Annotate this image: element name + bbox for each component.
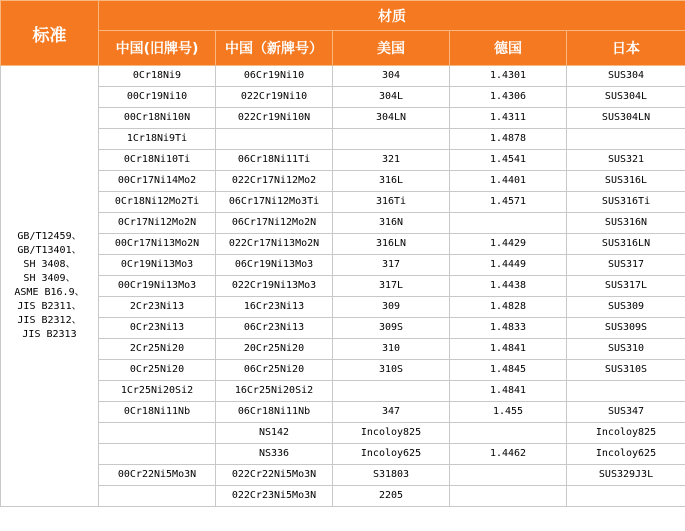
cell-china-old: 2Cr25Ni20 (99, 339, 216, 360)
cell-china-new: 06Cr19Ni13Mo3 (216, 255, 333, 276)
cell-usa: 321 (333, 150, 450, 171)
cell-china-old: 0Cr17Ni12Mo2N (99, 213, 216, 234)
cell-usa: 309S (333, 318, 450, 339)
table-row (1, 276, 685, 297)
cell-germany: 1.4462 (450, 444, 567, 465)
cell-japan: SUS310 (567, 339, 685, 360)
table-row (1, 339, 685, 360)
table-row (1, 486, 685, 507)
cell-japan: SUS347 (567, 402, 685, 423)
cell-germany: 1.4438 (450, 276, 567, 297)
column-header-usa: 美国 (333, 31, 450, 66)
cell-china-old: 00Cr22Ni5Mo3N (99, 465, 216, 486)
cell-usa: 304 (333, 66, 450, 87)
cell-germany: 1.4878 (450, 129, 567, 150)
cell-germany: 1.4833 (450, 318, 567, 339)
cell-usa: 317 (333, 255, 450, 276)
cell-germany: 1.4841 (450, 381, 567, 402)
cell-usa: 309 (333, 297, 450, 318)
cell-japan: SUS317 (567, 255, 685, 276)
cell-china-new: 022Cr23Ni5Mo3N (216, 486, 333, 507)
column-header-china-new: 中国（新牌号） (216, 31, 333, 66)
cell-china-old: 00Cr18Ni10N (99, 108, 216, 129)
table-row (1, 171, 685, 192)
cell-germany: 1.4571 (450, 192, 567, 213)
cell-germany (450, 486, 567, 507)
cell-china-new: 16Cr25Ni20Si2 (216, 381, 333, 402)
table-body (1, 66, 685, 507)
cell-germany (450, 465, 567, 486)
cell-china-old: 0Cr18Ni10Ti (99, 150, 216, 171)
standard-header: 标准 (1, 1, 99, 66)
table-row (1, 192, 685, 213)
cell-japan: Incoloy625 (567, 444, 685, 465)
cell-china-new: NS336 (216, 444, 333, 465)
cell-china-old (99, 486, 216, 507)
table-row (1, 297, 685, 318)
cell-japan: SUS304L (567, 87, 685, 108)
cell-usa: 316N (333, 213, 450, 234)
cell-japan: SUS304 (567, 66, 685, 87)
cell-germany: 1.4449 (450, 255, 567, 276)
table-row (1, 150, 685, 171)
table-row (1, 402, 685, 423)
cell-china-old: 1Cr18Ni9Ti (99, 129, 216, 150)
cell-japan: SUS316LN (567, 234, 685, 255)
cell-usa: 347 (333, 402, 450, 423)
table-row (1, 108, 685, 129)
cell-china-new (216, 129, 333, 150)
header-row-columns (1, 31, 685, 66)
cell-china-old: 00Cr17Ni13Mo2N (99, 234, 216, 255)
cell-japan: SUS309 (567, 297, 685, 318)
cell-china-old (99, 423, 216, 444)
cell-usa: 2205 (333, 486, 450, 507)
cell-usa: 316L (333, 171, 450, 192)
cell-china-new: 06Cr18Ni11Ti (216, 150, 333, 171)
cell-china-old: 0Cr18Ni9 (99, 66, 216, 87)
cell-china-new: 022Cr19Ni10N (216, 108, 333, 129)
cell-china-new: 022Cr19Ni13Mo3 (216, 276, 333, 297)
cell-china-old (99, 444, 216, 465)
cell-japan (567, 381, 685, 402)
cell-japan: SUS329J3L (567, 465, 685, 486)
cell-usa: Incoloy625 (333, 444, 450, 465)
column-header-japan: 日本 (567, 31, 685, 66)
cell-germany: 1.4828 (450, 297, 567, 318)
table-row (1, 465, 685, 486)
cell-usa: 304L (333, 87, 450, 108)
table-row (1, 381, 685, 402)
cell-china-new: 022Cr19Ni10 (216, 87, 333, 108)
cell-china-new: 022Cr17Ni12Mo2 (216, 171, 333, 192)
cell-germany (450, 423, 567, 444)
cell-japan (567, 129, 685, 150)
cell-china-old: 0Cr23Ni13 (99, 318, 216, 339)
material-header: 材质 (99, 1, 685, 31)
cell-china-old: 0Cr18Ni12Mo2Ti (99, 192, 216, 213)
cell-usa: 316LN (333, 234, 450, 255)
cell-china-old: 0Cr18Ni11Nb (99, 402, 216, 423)
cell-china-old: 00Cr17Ni14Mo2 (99, 171, 216, 192)
table-row (1, 66, 685, 87)
cell-japan: SUS316L (567, 171, 685, 192)
cell-china-new: 022Cr22Ni5Mo3N (216, 465, 333, 486)
table-row (1, 213, 685, 234)
cell-germany: 1.4306 (450, 87, 567, 108)
cell-china-new: NS142 (216, 423, 333, 444)
table-row (1, 255, 685, 276)
cell-usa: Incoloy825 (333, 423, 450, 444)
header-row-top (1, 1, 685, 31)
cell-usa: 304LN (333, 108, 450, 129)
cell-germany: 1.4845 (450, 360, 567, 381)
standard-list-cell: GB/T12459、 GB/T13401、 SH 3408、 SH 3409、 ASME B16.9、 JIS B2311、 JIS B2312、 JIS B2313 (1, 66, 99, 507)
cell-japan: SUS321 (567, 150, 685, 171)
cell-china-old: 0Cr19Ni13Mo3 (99, 255, 216, 276)
cell-china-old: 2Cr23Ni13 (99, 297, 216, 318)
cell-japan (567, 486, 685, 507)
cell-china-new: 06Cr18Ni11Nb (216, 402, 333, 423)
table-row (1, 234, 685, 255)
cell-china-old: 00Cr19Ni10 (99, 87, 216, 108)
cell-china-new: 06Cr17Ni12Mo3Ti (216, 192, 333, 213)
cell-japan: SUS316N (567, 213, 685, 234)
cell-usa (333, 381, 450, 402)
cell-usa: 317L (333, 276, 450, 297)
cell-china-new: 022Cr17Ni13Mo2N (216, 234, 333, 255)
table-row (1, 129, 685, 150)
cell-germany: 1.4541 (450, 150, 567, 171)
cell-germany: 1.455 (450, 402, 567, 423)
cell-germany: 1.4301 (450, 66, 567, 87)
table-row (1, 423, 685, 444)
cell-china-new: 06Cr19Ni10 (216, 66, 333, 87)
cell-usa (333, 129, 450, 150)
table-row (1, 444, 685, 465)
column-header-china-old: 中国(旧牌号) (99, 31, 216, 66)
column-header-germany: 德国 (450, 31, 567, 66)
cell-china-new: 20Cr25Ni20 (216, 339, 333, 360)
table-row (1, 87, 685, 108)
table-row (1, 360, 685, 381)
cell-germany (450, 213, 567, 234)
cell-japan: SUS304LN (567, 108, 685, 129)
cell-china-new: 06Cr23Ni13 (216, 318, 333, 339)
cell-japan: Incoloy825 (567, 423, 685, 444)
cell-usa: S31803 (333, 465, 450, 486)
cell-germany: 1.4841 (450, 339, 567, 360)
table-row (1, 318, 685, 339)
cell-germany: 1.4311 (450, 108, 567, 129)
cell-usa: 310 (333, 339, 450, 360)
cell-china-old: 0Cr25Ni20 (99, 360, 216, 381)
cell-china-new: 06Cr25Ni20 (216, 360, 333, 381)
cell-germany: 1.4401 (450, 171, 567, 192)
cell-china-new: 16Cr23Ni13 (216, 297, 333, 318)
cell-usa: 310S (333, 360, 450, 381)
cell-china-new: 06Cr17Ni12Mo2N (216, 213, 333, 234)
cell-china-old: 00Cr19Ni13Mo3 (99, 276, 216, 297)
cell-japan: SUS309S (567, 318, 685, 339)
cell-japan: SUS317L (567, 276, 685, 297)
cell-japan: SUS316Ti (567, 192, 685, 213)
cell-germany: 1.4429 (450, 234, 567, 255)
cell-china-old: 1Cr25Ni20Si2 (99, 381, 216, 402)
cell-japan: SUS310S (567, 360, 685, 381)
cell-usa: 316Ti (333, 192, 450, 213)
